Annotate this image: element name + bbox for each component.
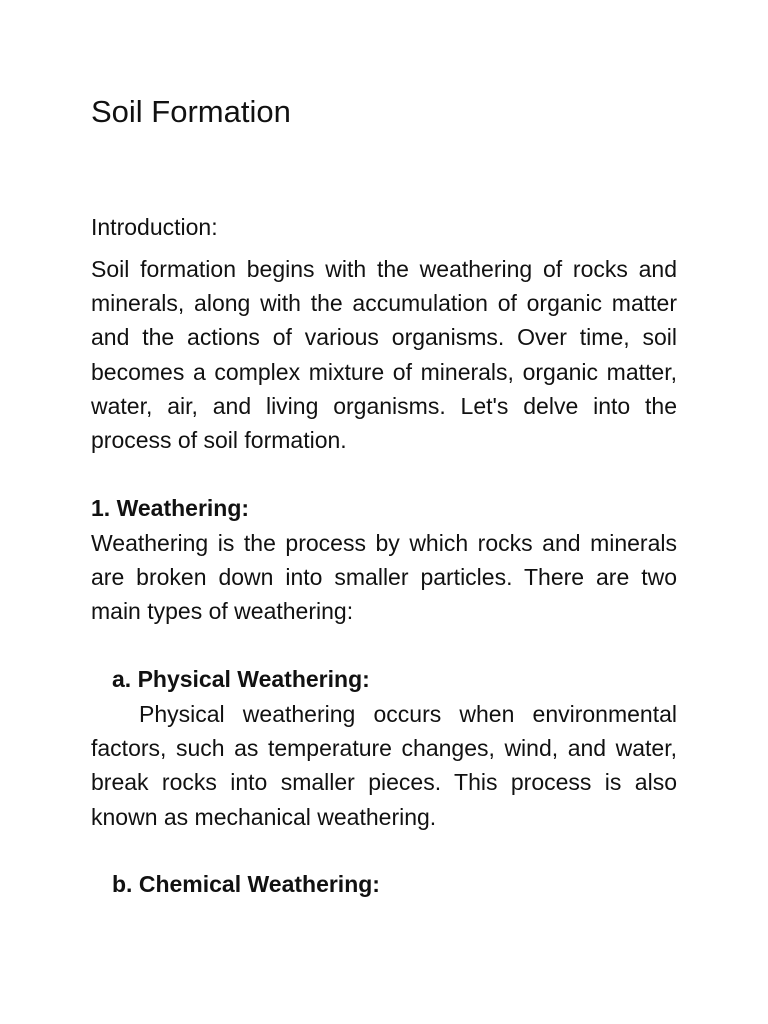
- intro-paragraph: Soil formation begins with the weathering of rocks and minerals, along with the accumulation of organic matter and the actions of various organisms. Over time, soil becomes a complex mixture of minerals, organic matter, water, air, and living organisms. Let's delve into the process of soil formation.: [91, 256, 677, 454]
- physical-weathering-heading: a. Physical Weathering:: [112, 666, 370, 692]
- chemical-weathering-heading: b. Chemical Weathering:: [112, 871, 380, 897]
- weathering-heading: 1. Weathering:: [91, 495, 250, 521]
- page-title: Soil Formation: [91, 94, 291, 129]
- weathering-paragraph: Weathering is the process by which rocks and minerals are broken down into smaller particles. There are two main types of weathering:: [91, 530, 677, 625]
- physical-weathering-paragraph: Physical weathering occurs when environmental factors, such as temperature changes, wind, and water, break rocks into smaller pieces. This process is also known as mechanical weathering.: [91, 701, 677, 830]
- intro-label: Introduction:: [91, 214, 218, 240]
